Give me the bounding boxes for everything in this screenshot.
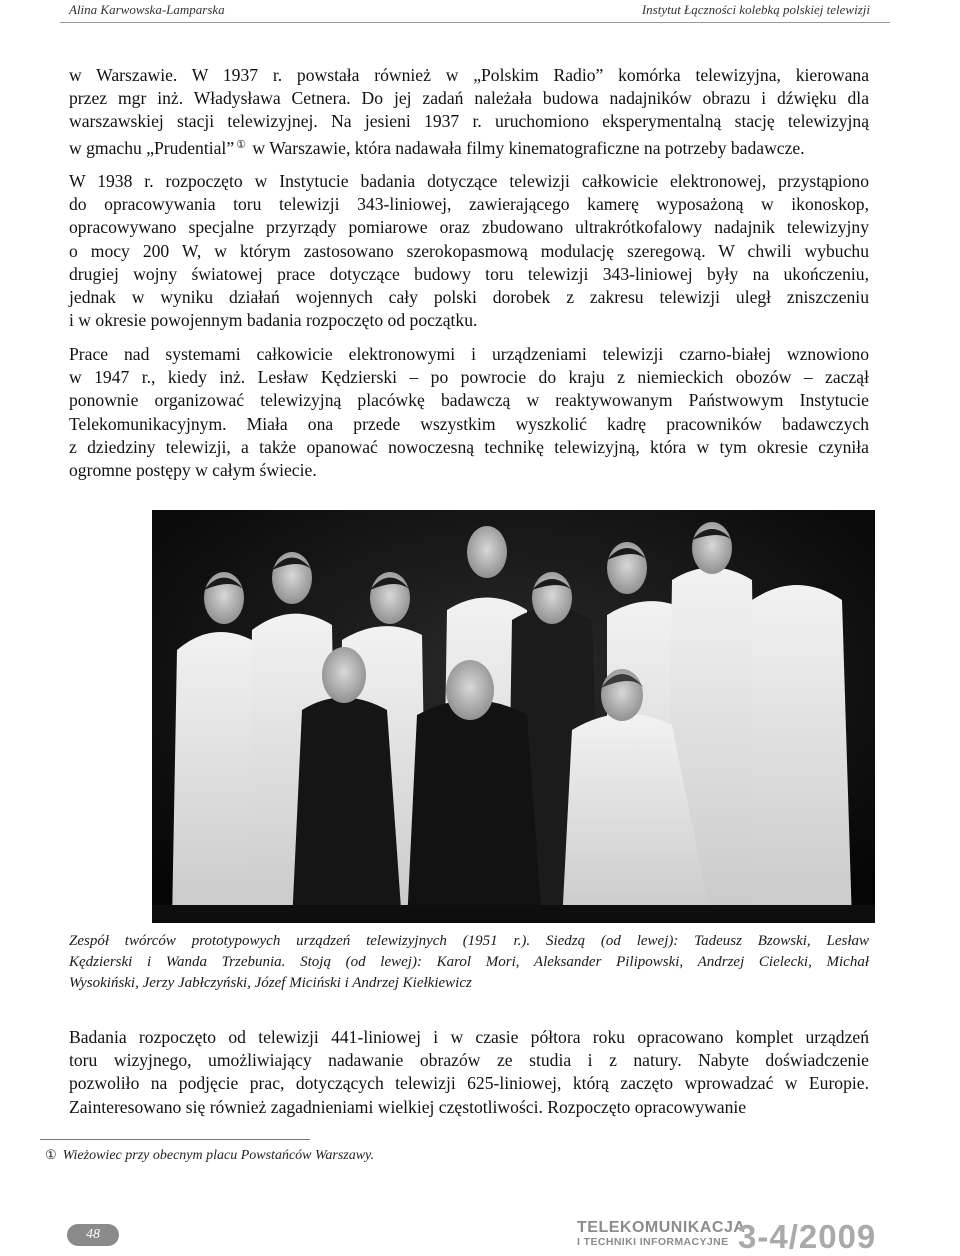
issue-number: 3-4/2009 <box>738 1218 877 1255</box>
brand-line-2: I TECHNIKI INFORMACYJNE <box>577 1236 729 1248</box>
header-author: Alina Karwowska-Lamparska <box>69 2 225 17</box>
text-line: drugiej wojny światowej prace dotyczące budowy toru telewizji 343-liniowej były na ukończeniu, <box>69 263 869 284</box>
text-line: w 1947 r., kiedy inż. Lesław Kędzierski – po powrocie do kraju z niemieckich obozów – zaczął <box>69 367 869 388</box>
header-title: Instytut Łączności kolebką polskiej telewizji <box>641 2 870 17</box>
caption-line: Kędzierski i Wanda Trzebunia. Stoją (od lewej): Karol Mori, Aleksander Pilipowski, Andrzej Cielecki, Michał <box>69 954 869 970</box>
text-line: Zainteresowano się również zagadnieniami wielkiej częstotliwości. Rozpoczęto opracowywanie <box>69 1096 747 1117</box>
text-line: Telekomunikacyjnym. Miała ona przede wszystkim wyszkolić kadrę pracowników badawczych <box>69 413 869 434</box>
caption-line: Wysokiński, Jerzy Jabłczyński, Józef Miciński i Andrzej Kiełkiewicz <box>69 975 472 991</box>
text-line: jednak w wyniku działań wojennych cały polski dorobek z zakresu telewizji uległ zniszczeniu <box>69 287 869 308</box>
footnote-divider <box>40 1139 310 1140</box>
photo-caption <box>69 931 869 994</box>
text-line: z dziedziny telewizji, a także opanować nowoczesną technikę telewizyjną, która w tym okresie czyniła <box>69 436 869 457</box>
footnote-reference[interactable]: ① <box>236 138 247 151</box>
caption-line: Zespół twórców prototypowych urządzeń telewizyjnych (1951 r.). Siedzą (od lewej): Tadeusz Bzowski, Lesław <box>69 933 869 949</box>
text-line: W 1938 r. rozpoczęto w Instytucie badania dotyczące telewizji całkowicie elektronowej, przystąpiono <box>69 171 869 191</box>
brand-line-1: TELEKOMUNIKACJA <box>577 1219 746 1236</box>
text-line: Badania rozpoczęto od telewizji 441-liniowej i w czasie półtora roku opracowano komplet urządzeń <box>69 1027 869 1047</box>
footnote <box>45 1147 374 1164</box>
text-line: Prace nad systemami całkowicie elektronowymi i urządzeniami telewizji czarno-białej wznowiono <box>69 344 869 364</box>
text-line: i w okresie powojennym badania rozpoczęto od początku. <box>69 310 478 331</box>
text-line: toru wizyjnego, umożliwiający nadawanie obrazów ze studia i z natury. Nabyte doświadczenie <box>69 1050 869 1071</box>
text-line: pozwoliło na podjęcie prac, dotyczących telewizji 625-liniowej, którą zaczęto wprowadzać w Europie. <box>69 1073 869 1094</box>
text-line: opracowywano specjalne przyrządy pomiarowe oraz zbudowano ultrakrótkofalowy nadajnik telewizyjny <box>69 217 869 238</box>
text-line: do opracowywania toru telewizji 343-liniowej, zawierającego kamerę wyposażoną w ikonoskop, <box>69 194 869 215</box>
footnote-mark: ① <box>45 1147 57 1162</box>
paragraph-2 <box>69 170 869 332</box>
page-number: 48 <box>67 1224 119 1246</box>
header-divider <box>60 22 890 23</box>
group-photo <box>152 510 875 923</box>
text-line: warszawskiej stacji telewizyjnej. Na jesieni 1937 r. uruchomiono eksperymentalną stację telewizyjną <box>69 111 869 132</box>
paragraph-3 <box>69 343 869 482</box>
text-line: przez mgr inż. Władysława Cetnera. Do jej zadań należała budowa nadajników obrazu i dźwięku dla <box>69 88 869 109</box>
text-line: ogromne postępy w całym świecie. <box>69 460 317 481</box>
footnote-text: Wieżowiec przy obecnym placu Powstańców Warszawy. <box>62 1148 374 1163</box>
journal-brand <box>577 1220 745 1248</box>
text-segment: w Warszawie, która nadawała filmy kinematograficzne na potrzeby badawcze. <box>252 137 805 158</box>
text-segment: w gmachu „Prudential” <box>69 137 235 158</box>
running-header <box>0 0 960 24</box>
text-line: ponownie organizować telewizyjną placówkę badawczą w reaktywowanym Państwowym Instytucie <box>69 390 869 411</box>
text-line: o mocy 200 W, w którym zastosowano szerokopasmową modulację szeregową. W chwili wybuchu <box>69 240 869 261</box>
text-line <box>69 134 869 160</box>
text-line: w Warszawie. W 1937 r. powstała również w „Polskim Radio” komórka telewizyjna, kierowana <box>69 65 869 85</box>
paragraph-1 <box>69 64 869 160</box>
paragraph-4 <box>69 1026 869 1119</box>
group-photo-image <box>152 510 875 923</box>
